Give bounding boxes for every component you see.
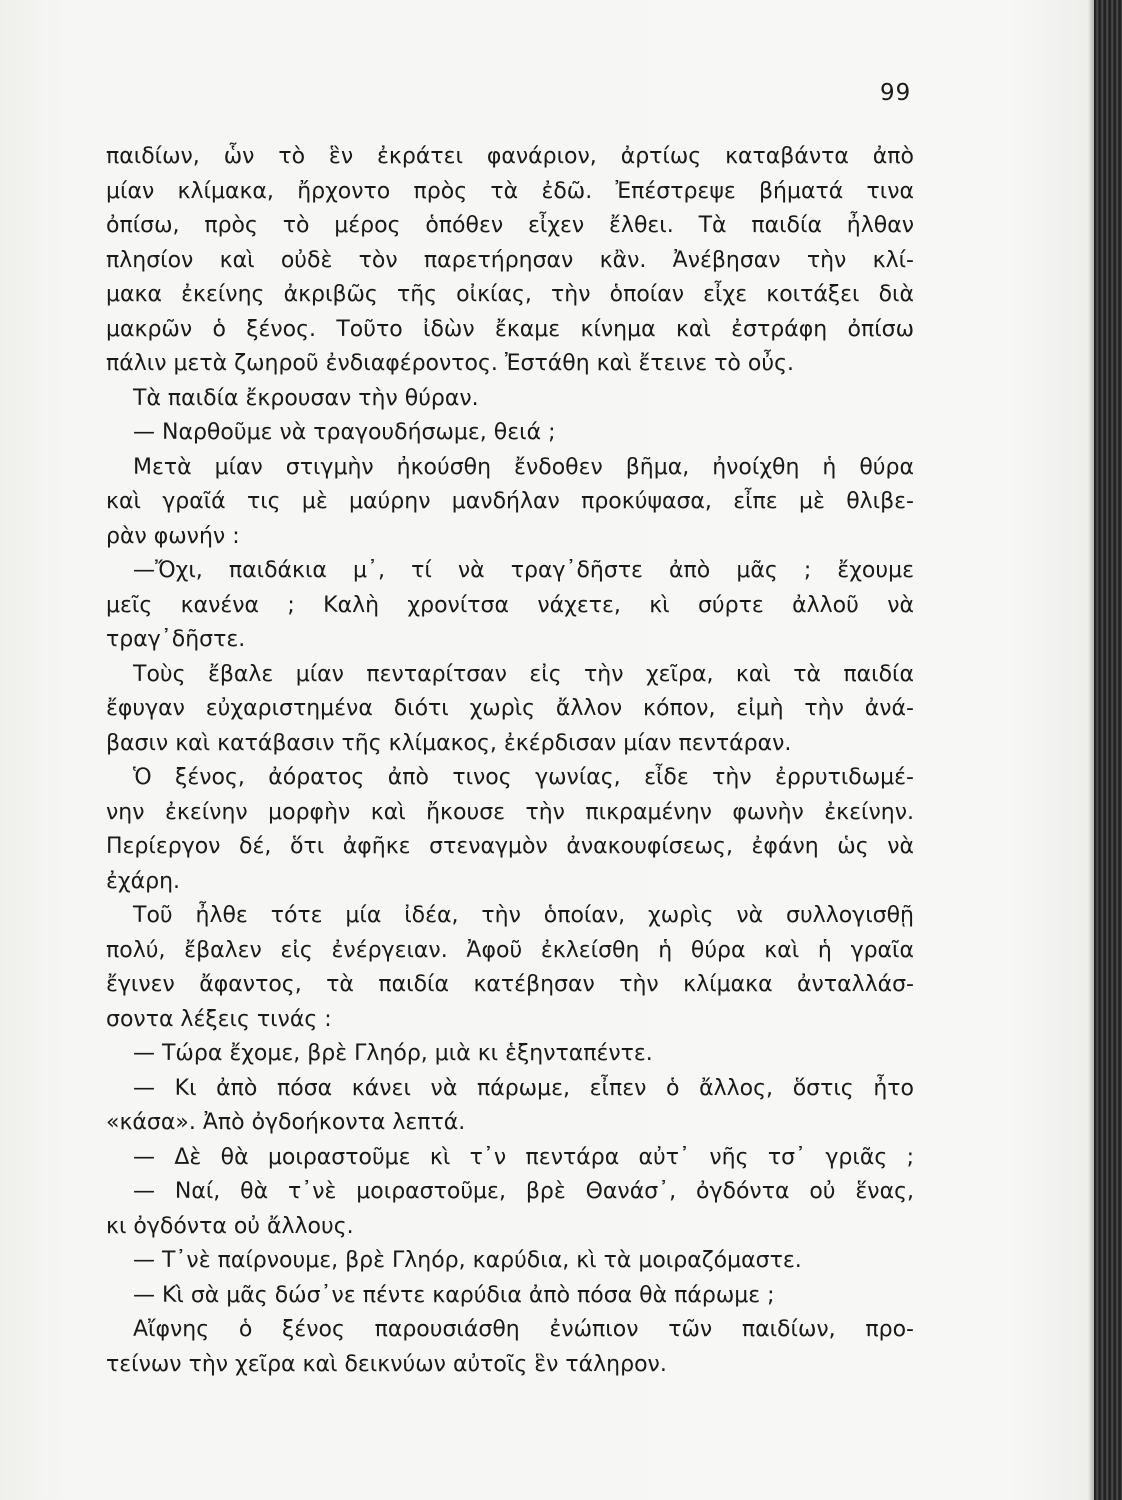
- text-line: τραγ᾽δῆστε.: [106, 627, 246, 652]
- text-line: Περίεργον δέ, ὅτι ἀφῆκε στεναγμὸν ἀνακουφίσεως, ἐφάνη ὡς νὰ: [106, 834, 914, 859]
- text-line: μακρῶν ὁ ξένος. Τοῦτο ἰδὼν ἔκαμε κίνημα καὶ ἐστράφη ὀπίσω: [106, 316, 914, 342]
- text-line: πάλιν μετὰ ζωηροῦ ἐνδιαφέροντος. Ἐστάθη καὶ ἔτεινε τὸ οὖς.: [106, 351, 794, 376]
- text-line: «κάσα». Ἀπὸ ὀγδοήκοντα λεπτά.: [106, 1110, 466, 1135]
- text-line: ἔφυγαν εὐχαριστημένα διότι χωρὶς ἄλλον κόπον, εἰμὴ τὴν ἀνά-: [106, 696, 914, 721]
- text-line: ἐχάρη.: [106, 868, 181, 894]
- text-line: — Ναρθοῦμε νὰ τραγουδήσωμε, θειά ;: [133, 420, 556, 445]
- body-text: [106, 140, 914, 1382]
- text-line: σοντα λέξεις τινάς :: [106, 1006, 332, 1032]
- text-line: νην ἐκείνην μορφὴν καὶ ἤκουσε τὴν πικραμένην φωνὴν ἐκείνην.: [106, 799, 914, 825]
- text-line: παιδίων, ὧν τὸ ἓν ἐκράτει φανάριον, ἀρτίως καταβάντα ἀπὸ: [106, 144, 914, 169]
- text-line: — Τ᾽νὲ παίρνουμε, βρὲ Γληόρ, καρύδια, κὶ τὰ μοιραζόμαστε.: [133, 1248, 802, 1273]
- text-line: πλησίον καὶ οὐδὲ τὸν παρετήρησαν κἂν. Ἀνέβησαν τὴν κλί-: [106, 247, 914, 273]
- text-line: — Δὲ θὰ μοιραστοῦμε κὶ τ᾽ν πεντάρα αὐτ᾽ νῆς τσ᾽ γριᾶς ;: [133, 1144, 914, 1170]
- text-line: — Κὶ σὰ μᾶς δώσ᾽νε πέντε καρύδια ἀπὸ πόσα θὰ πάρωμε ;: [133, 1282, 775, 1308]
- text-line: ἔγινεν ἄφαντος, τὰ παιδία κατέβησαν τὴν κλίμακα ἀνταλλάσ-: [106, 972, 914, 997]
- book-spine: [1094, 0, 1122, 1500]
- text-line: μίαν κλίμακα, ἤρχοντο πρὸς τὰ ἐδῶ. Ἐπέστρεψε βήματά τινα: [106, 178, 914, 204]
- text-line: ρὰν φωνήν :: [106, 523, 240, 549]
- text-line: —Ὄχι, παιδάκια μ᾽, τί νὰ τραγ᾽δῆστε ἀπὸ μᾶς ; ἔχουμε: [133, 558, 914, 583]
- text-line: ὀπίσω, πρὸς τὸ μέρος ὁπόθεν εἶχεν ἔλθει. Τὰ παιδία ἦλθαν: [106, 213, 914, 238]
- text-line: καὶ γραῖά τις μὲ μαύρην μανδήλαν προκύψασα, εἶπε μὲ θλιβε-: [106, 489, 914, 514]
- text-line: μακα ἐκείνης ἀκριβῶς τῆς οἰκίας, τὴν ὁποίαν εἶχε κοιτάξει διὰ: [106, 282, 914, 307]
- text-line: Τοῦ ἦλθε τότε μία ἰδέα, τὴν ὁποίαν, χωρὶς νὰ συλλογισθῇ: [133, 903, 914, 928]
- page-number: 99: [880, 80, 912, 106]
- text-line: — Κι ἀπὸ πόσα κάνει νὰ πάρωμε, εἶπεν ὁ ἄλλος, ὅστις ἦτο: [133, 1075, 914, 1101]
- text-line: — Τώρα ἔχομε, βρὲ Γληόρ, μιὰ κι ἑξηνταπέντε.: [133, 1041, 653, 1066]
- text-line: Αἴφνης ὁ ξένος παρουσιάσθη ἐνώπιον τῶν παιδίων, προ-: [133, 1317, 914, 1342]
- text-line: Τὰ παιδία ἔκρουσαν τὴν θύραν.: [133, 385, 479, 411]
- text-line: — Ναί, θὰ τ᾽νὲ μοιραστοῦμε, βρὲ Θανάσ᾽, ὀγδόντα οὐ ἕνας,: [133, 1179, 914, 1204]
- text-line: Τοὺς ἔβαλε μίαν πενταρίτσαν εἰς τὴν χεῖρα, καὶ τὰ παιδία: [133, 661, 914, 687]
- text-line: μεῖς κανένα ; Καλὴ χρονίτσα νάχετε, κὶ σύρτε ἀλλοῦ νὰ: [106, 592, 914, 618]
- text-line: τείνων τὴν χεῖρα καὶ δεικνύων αὐτοῖς ἓν τάληρον.: [106, 1351, 667, 1377]
- text-line: Ὁ ξένος, ἀόρατος ἀπὸ τινος γωνίας, εἶδε τὴν ἐρρυτιδωμέ-: [133, 765, 914, 790]
- text-line: βασιν καὶ κατάβασιν τῆς κλίμακος, ἐκέρδισαν μίαν πεντάραν.: [106, 730, 792, 756]
- text-line: κι ὀγδόντα οὐ ἄλλους.: [106, 1213, 354, 1239]
- text-line: πολύ, ἔβαλεν εἰς ἐνέργειαν. Ἀφοῦ ἐκλείσθη ἡ θύρα καὶ ἡ γραῖα: [106, 937, 914, 963]
- text-line: Μετὰ μίαν στιγμὴν ἠκούσθη ἔνδοθεν βῆμα, ἠνοίχθη ἡ θύρα: [133, 454, 914, 480]
